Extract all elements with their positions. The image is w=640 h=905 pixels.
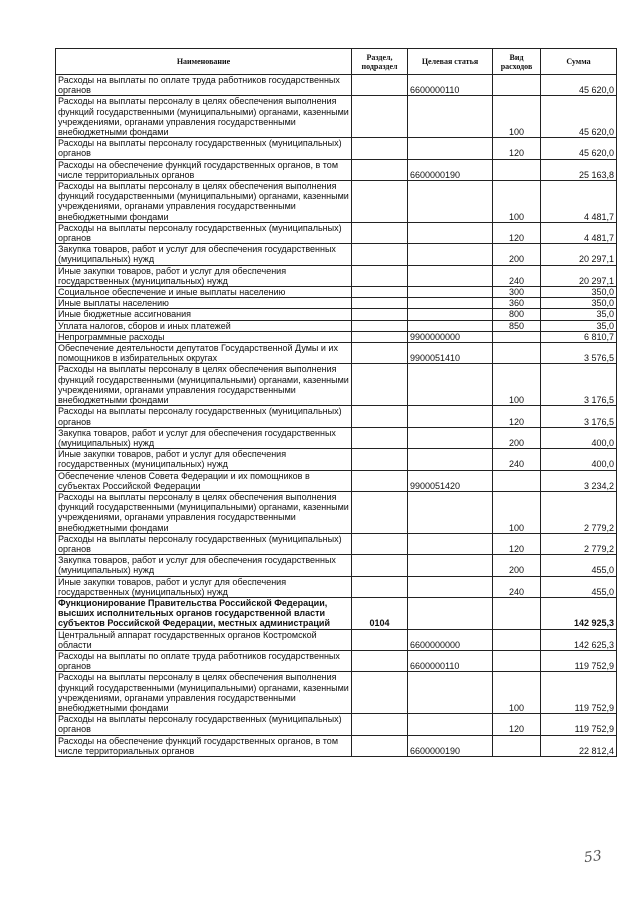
row-name: Закупка товаров, работ и услуг для обеспечения государственных (муниципальных) нужд	[56, 427, 352, 448]
table-row	[56, 181, 617, 223]
row-expense-type	[493, 735, 541, 756]
row-expense-type: 200	[493, 427, 541, 448]
row-expense-type	[493, 159, 541, 180]
row-section	[352, 555, 408, 576]
row-amount: 400,0	[541, 449, 617, 470]
row-amount: 45 620,0	[541, 96, 617, 138]
row-name: Обеспечение членов Совета Федерации и их помощников в субъектах Российской Федерации	[56, 470, 352, 491]
row-target-article: 6600000190	[408, 159, 493, 180]
table-row	[56, 343, 617, 364]
row-section	[352, 650, 408, 671]
row-section	[352, 298, 408, 309]
row-name: Расходы на обеспечение функций государственных органов, в том числе территориальных органов	[56, 735, 352, 756]
page-number: 53	[582, 847, 603, 867]
row-target-article	[408, 244, 493, 265]
row-section: 0104	[352, 597, 408, 629]
row-expense-type	[493, 470, 541, 491]
row-name: Расходы на выплаты персоналу в целях обеспечения выполнения функций государственными (муниципальными) органами, казенными учреждениями, органами управления государственными внебюджетными фондами	[56, 491, 352, 533]
row-expense-type	[493, 629, 541, 650]
row-expense-type: 100	[493, 96, 541, 138]
row-amount: 142 925,3	[541, 597, 617, 629]
row-name: Закупка товаров, работ и услуг для обеспечения государственных (муниципальных) нужд	[56, 244, 352, 265]
row-name: Иные выплаты населению	[56, 298, 352, 309]
row-expense-type: 360	[493, 298, 541, 309]
row-amount: 22 812,4	[541, 735, 617, 756]
row-expense-type: 120	[493, 714, 541, 735]
row-target-article	[408, 533, 493, 554]
table-row	[56, 96, 617, 138]
row-amount: 25 163,8	[541, 159, 617, 180]
table-row	[56, 159, 617, 180]
row-expense-type: 100	[493, 364, 541, 406]
row-target-article: 6600000000	[408, 629, 493, 650]
row-expense-type	[493, 650, 541, 671]
row-name: Закупка товаров, работ и услуг для обеспечения государственных (муниципальных) нужд	[56, 555, 352, 576]
table-row	[56, 320, 617, 331]
row-expense-type: 200	[493, 555, 541, 576]
row-name: Функционирование Правительства Российской Федерации, высших исполнительных органов государственной власти субъектов Российской Федерации, местных администраций	[56, 597, 352, 629]
row-amount: 35,0	[541, 320, 617, 331]
table-row	[56, 265, 617, 286]
table-row	[56, 533, 617, 554]
row-section	[352, 244, 408, 265]
row-amount: 2 779,2	[541, 491, 617, 533]
row-target-article	[408, 406, 493, 427]
row-section	[352, 576, 408, 597]
table-row	[56, 735, 617, 756]
table-row	[56, 75, 617, 96]
row-target-article	[408, 181, 493, 223]
header-amount: Сумма	[541, 49, 617, 75]
row-name: Расходы на обеспечение функций государственных органов, в том числе территориальных органов	[56, 159, 352, 180]
header-section: Раздел, подраздел	[352, 49, 408, 75]
row-target-article	[408, 555, 493, 576]
row-expense-type: 100	[493, 491, 541, 533]
table-row	[56, 576, 617, 597]
row-name: Расходы на выплаты персоналу в целях обеспечения выполнения функций государственными (муниципальными) органами, казенными учреждениями, органами управления государственными внебюджетными фондами	[56, 181, 352, 223]
table-row	[56, 597, 617, 629]
header-name: Наименование	[56, 49, 352, 75]
row-expense-type	[493, 75, 541, 96]
row-amount: 4 481,7	[541, 222, 617, 243]
row-section	[352, 629, 408, 650]
row-name: Расходы на выплаты персоналу государственных (муниципальных) органов	[56, 533, 352, 554]
row-target-article	[408, 449, 493, 470]
row-amount: 45 620,0	[541, 75, 617, 96]
row-name: Расходы на выплаты персоналу государственных (муниципальных) органов	[56, 714, 352, 735]
table-row	[56, 298, 617, 309]
row-name: Иные закупки товаров, работ и услуг для обеспечения государственных (муниципальных) нужд	[56, 576, 352, 597]
row-expense-type: 800	[493, 309, 541, 320]
table-row	[56, 287, 617, 298]
header-expense-type: Вид расходов	[493, 49, 541, 75]
row-target-article	[408, 714, 493, 735]
row-expense-type: 100	[493, 672, 541, 714]
table-row	[56, 629, 617, 650]
row-name: Расходы на выплаты персоналу государственных (муниципальных) органов	[56, 222, 352, 243]
row-section	[352, 735, 408, 756]
row-target-article: 6600000110	[408, 650, 493, 671]
row-target-article	[408, 427, 493, 448]
row-target-article: 9900051410	[408, 343, 493, 364]
row-section	[352, 470, 408, 491]
row-amount: 119 752,9	[541, 672, 617, 714]
row-name: Непрограммные расходы	[56, 331, 352, 342]
row-target-article: 6600000190	[408, 735, 493, 756]
row-name: Центральный аппарат государственных органов Костромской области	[56, 629, 352, 650]
row-target-article	[408, 265, 493, 286]
table-row	[56, 222, 617, 243]
row-section	[352, 714, 408, 735]
row-name: Расходы на выплаты персоналу государственных (муниципальных) органов	[56, 406, 352, 427]
row-name: Расходы на выплаты персоналу в целях обеспечения выполнения функций государственными (муниципальными) органами, казенными учреждениями, органами управления государственными внебюджетными фондами	[56, 672, 352, 714]
table-row	[56, 449, 617, 470]
row-amount: 45 620,0	[541, 138, 617, 159]
header-target-article: Целевая статья	[408, 49, 493, 75]
row-amount: 3 176,5	[541, 406, 617, 427]
row-target-article	[408, 287, 493, 298]
row-target-article	[408, 309, 493, 320]
row-section	[352, 427, 408, 448]
table-row	[56, 672, 617, 714]
table-row	[56, 244, 617, 265]
row-target-article	[408, 364, 493, 406]
row-section	[352, 406, 408, 427]
row-amount: 400,0	[541, 427, 617, 448]
row-amount: 455,0	[541, 576, 617, 597]
row-amount: 3 176,5	[541, 364, 617, 406]
row-amount: 142 625,3	[541, 629, 617, 650]
row-expense-type: 100	[493, 181, 541, 223]
row-name: Расходы на выплаты персоналу в целях обеспечения выполнения функций государственными (муниципальными) органами, казенными учреждениями, органами управления государственными внебюджетными фондами	[56, 364, 352, 406]
table-row	[56, 406, 617, 427]
table-row	[56, 555, 617, 576]
row-section	[352, 672, 408, 714]
row-name: Расходы на выплаты по оплате труда работников государственных органов	[56, 75, 352, 96]
row-expense-type	[493, 331, 541, 342]
row-amount: 455,0	[541, 555, 617, 576]
row-amount: 2 779,2	[541, 533, 617, 554]
row-name: Иные бюджетные ассигнования	[56, 309, 352, 320]
row-amount: 20 297,1	[541, 265, 617, 286]
row-name: Иные закупки товаров, работ и услуг для обеспечения государственных (муниципальных) нужд	[56, 449, 352, 470]
table-row	[56, 714, 617, 735]
row-expense-type: 200	[493, 244, 541, 265]
row-target-article	[408, 222, 493, 243]
row-target-article	[408, 672, 493, 714]
row-name: Социальное обеспечение и иные выплаты населению	[56, 287, 352, 298]
row-amount: 119 752,9	[541, 714, 617, 735]
table-row	[56, 331, 617, 342]
row-section	[352, 181, 408, 223]
row-expense-type: 120	[493, 533, 541, 554]
row-name: Уплата налогов, сборов и иных платежей	[56, 320, 352, 331]
row-section	[352, 364, 408, 406]
row-target-article: 9900051420	[408, 470, 493, 491]
row-target-article	[408, 597, 493, 629]
row-expense-type: 120	[493, 138, 541, 159]
row-section	[352, 449, 408, 470]
row-name: Расходы на выплаты персоналу в целях обеспечения выполнения функций государственными (муниципальными) органами, казенными учреждениями, органами управления государственными внебюджетными фондами	[56, 96, 352, 138]
row-section	[352, 222, 408, 243]
row-section	[352, 491, 408, 533]
row-expense-type: 120	[493, 222, 541, 243]
table-row	[56, 309, 617, 320]
row-target-article	[408, 576, 493, 597]
row-target-article	[408, 138, 493, 159]
row-expense-type	[493, 343, 541, 364]
row-section	[352, 138, 408, 159]
row-name: Расходы на выплаты по оплате труда работников государственных органов	[56, 650, 352, 671]
row-section	[352, 320, 408, 331]
row-target-article	[408, 298, 493, 309]
budget-table	[55, 48, 617, 757]
table-row	[56, 364, 617, 406]
row-amount: 3 576,5	[541, 343, 617, 364]
row-expense-type	[493, 597, 541, 629]
row-expense-type: 240	[493, 576, 541, 597]
row-target-article	[408, 320, 493, 331]
row-target-article: 6600000110	[408, 75, 493, 96]
row-expense-type: 120	[493, 406, 541, 427]
row-amount: 350,0	[541, 298, 617, 309]
row-section	[352, 96, 408, 138]
table-row	[56, 491, 617, 533]
table-row	[56, 650, 617, 671]
table-body	[56, 75, 617, 757]
table-row	[56, 427, 617, 448]
row-name: Расходы на выплаты персоналу государственных (муниципальных) органов	[56, 138, 352, 159]
row-section	[352, 75, 408, 96]
row-section	[352, 343, 408, 364]
row-expense-type: 240	[493, 449, 541, 470]
row-section	[352, 533, 408, 554]
row-amount: 35,0	[541, 309, 617, 320]
row-expense-type: 300	[493, 287, 541, 298]
table-row	[56, 470, 617, 491]
row-expense-type: 850	[493, 320, 541, 331]
row-target-article	[408, 96, 493, 138]
row-amount: 6 810,7	[541, 331, 617, 342]
row-section	[352, 309, 408, 320]
row-amount: 350,0	[541, 287, 617, 298]
table-header-row	[56, 49, 617, 75]
row-expense-type: 240	[493, 265, 541, 286]
row-name: Иные закупки товаров, работ и услуг для обеспечения государственных (муниципальных) нужд	[56, 265, 352, 286]
row-section	[352, 265, 408, 286]
table-row	[56, 138, 617, 159]
row-target-article: 9900000000	[408, 331, 493, 342]
row-amount: 3 234,2	[541, 470, 617, 491]
row-section	[352, 331, 408, 342]
row-section	[352, 159, 408, 180]
row-amount: 4 481,7	[541, 181, 617, 223]
row-amount: 119 752,9	[541, 650, 617, 671]
row-section	[352, 287, 408, 298]
row-target-article	[408, 491, 493, 533]
row-amount: 20 297,1	[541, 244, 617, 265]
row-name: Обеспечение деятельности депутатов Государственной Думы и их помощников в избирательных округах	[56, 343, 352, 364]
